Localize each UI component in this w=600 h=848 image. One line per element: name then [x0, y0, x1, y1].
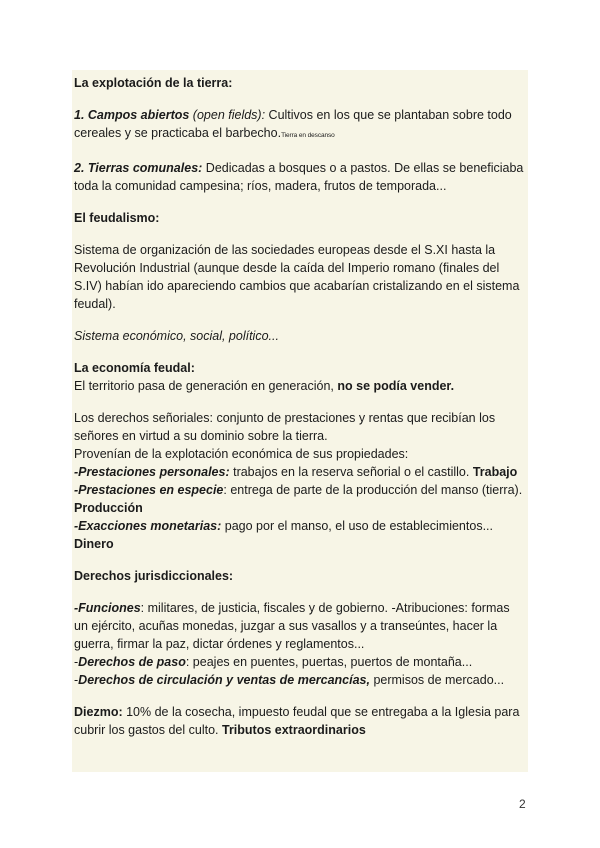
paragraph-feudal-system: Sistema de organización de las sociedades europeas desde el S.XI hasta la Revolución Industrial (aunque desde la caída del Imperio romano (finales del S.IV) habían ido apareciendo cambios que acabarían cristalizando en el sistema feudal). — [74, 243, 520, 311]
transit-rights-item — [74, 653, 526, 671]
paragraph-open-fields — [74, 106, 526, 145]
circulation-rights-title: Derechos de circulación y ventas de mercancías, — [78, 673, 370, 687]
monetary-exactions-bold: Dinero — [74, 537, 114, 551]
circulation-rights-prefix: - — [74, 673, 79, 687]
open-fields-tiny-note: Tierra en descanso — [281, 132, 335, 139]
section-heading-feudal-economy: La economía feudal: — [74, 361, 195, 375]
in-kind-services-item — [74, 481, 526, 517]
territory-bold: no se podía vender. — [337, 379, 455, 393]
monetary-exactions-text: pago por el manso, el uso de establecimientos... — [221, 519, 493, 533]
open-fields-note: (open fields): — [189, 108, 266, 122]
page-number: 2 — [519, 797, 526, 811]
personal-services-bold: Trabajo — [472, 465, 518, 479]
paragraph-communal-lands — [74, 159, 526, 195]
seigneurial-rights-origin: Provenían de la explotación económica de sus propiedades: — [74, 447, 409, 461]
circulation-rights-text: permisos de mercado... — [369, 673, 505, 687]
transit-rights-title: Derechos de paso — [78, 655, 186, 669]
territory-text: El territorio pasa de generación en generación, — [74, 379, 338, 393]
monetary-exactions-item — [74, 517, 526, 553]
monetary-exactions-title: -Exacciones monetarias: — [74, 519, 222, 533]
transit-rights-text: : peajes en puentes, puertas, puertos de montaña... — [185, 655, 473, 669]
personal-services-title: -Prestaciones personales: — [74, 465, 230, 479]
communal-lands-text: Dedicadas a bosques o a pastos. De ellas se beneficiaba toda la comunidad campesina; ríos, madera, frutos de temporada... — [74, 161, 524, 193]
paragraph-territory — [74, 377, 526, 395]
open-fields-title: 1. Campos abiertos — [74, 108, 190, 122]
tithe-bold: Tributos extraordinarios — [222, 723, 366, 737]
tithe-text: 10% de la cosecha, impuesto feudal que se entregaba a la Iglesia para cubrir los gastos del culto. — [74, 705, 520, 737]
in-kind-services-title: -Prestaciones en especie — [74, 483, 224, 497]
open-fields-text: Cultivos en los que se plantaban sobre todo cereales y se practicaba el barbecho. — [74, 108, 512, 140]
functions-title: -Funciones — [74, 601, 141, 615]
section-heading-land: La explotación de la tierra: — [74, 76, 233, 90]
seigneurial-rights-intro: Los derechos señoriales: conjunto de prestaciones y rentas que recibían los señores en virtud a su dominio sobre la tierra. — [74, 411, 496, 443]
circulation-rights-item — [74, 671, 526, 689]
personal-services-text: trabajos en la reserva señorial o el castillo. — [229, 465, 473, 479]
section-heading-jurisdictional-rights: Derechos jurisdiccionales: — [74, 569, 234, 583]
communal-lands-title: 2. Tierras comunales: — [74, 161, 203, 175]
paragraph-jurisdictional-rights — [74, 599, 526, 689]
personal-services-item — [74, 463, 526, 481]
functions-item — [74, 599, 526, 653]
paragraph-tithe — [74, 703, 526, 739]
in-kind-services-bold: Producción — [74, 501, 143, 515]
page-content — [72, 70, 528, 772]
paragraph-seigneurial-rights — [74, 409, 526, 553]
paragraph-system-types: Sistema económico, social, político... — [74, 329, 279, 343]
in-kind-services-text: : entrega de parte de la producción del manso (tierra). — [223, 483, 523, 497]
functions-text: : militares, de justicia, fiscales y de gobierno. -Atribuciones: formas un ejército, acuñas monedas, juzgar a sus vasallos y a transeúntes, hacer la guerra, firmar la paz, dictar órdenes y reglamentos... — [74, 601, 510, 651]
transit-rights-prefix: - — [74, 655, 79, 669]
tithe-title: Diezmo: — [74, 705, 123, 719]
section-heading-feudalism: El feudalismo: — [74, 211, 160, 225]
